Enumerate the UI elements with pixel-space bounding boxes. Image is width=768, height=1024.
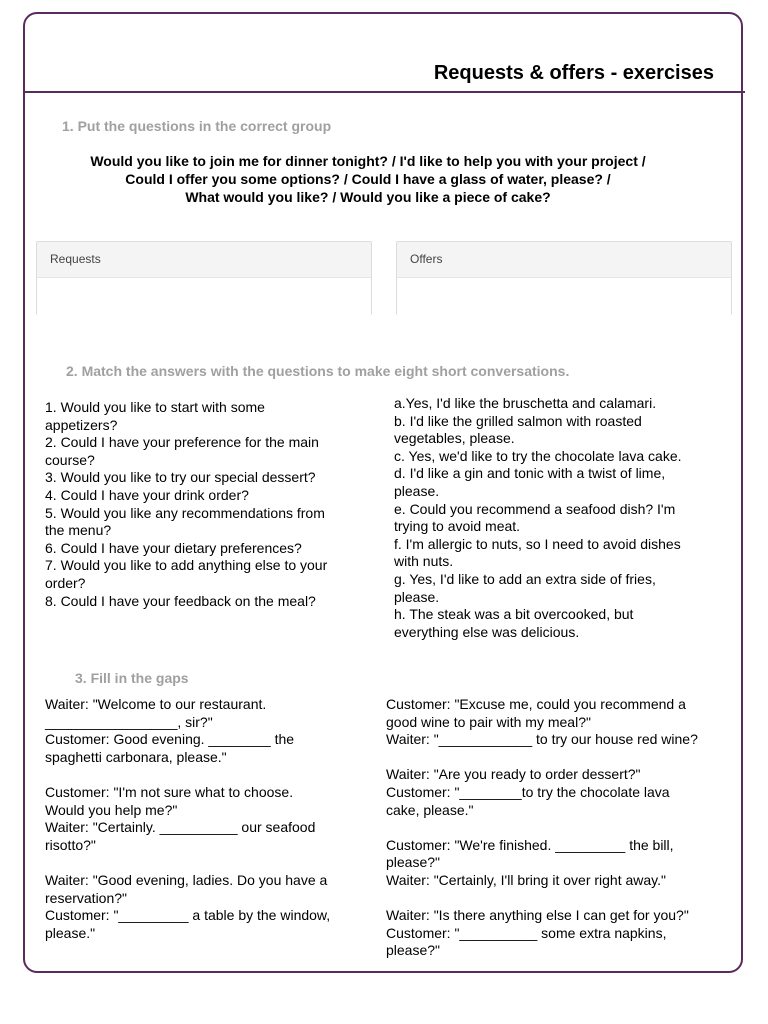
requests-box-header: Requests [37,242,371,278]
dialogue-line: Customer: "We're finished. _________ the bill, [386,836,674,853]
answer-line: b. I'd like the grilled salmon with roasted [394,412,642,429]
question-line: 5. Would you like any recommendations from [45,504,325,521]
dialogue-spacer [386,749,698,767]
dialogue-line: good wine to pair with my meal?" [386,713,591,730]
dialogue-line: reservation?" [45,889,128,906]
page-title: Requests & offers - exercises [433,62,714,84]
question-pool-line: Would you like to join me for dinner tonight? / I'd like to help you with your project / [90,153,646,169]
answer-line: g. Yes, I'd like to add an extra side of fries, [394,570,656,587]
dialogue-line: Waiter: "Certainly, I'll bring it over right away." [386,871,666,888]
dialogue-left-column [45,696,330,942]
answer-line: vegetables, please. [394,430,515,447]
answer-line: trying to avoid meat. [394,518,521,535]
dialogue-line: Waiter: "____________ to try our house red wine? [386,731,698,748]
offers-box[interactable] [396,241,732,315]
answer-line: c. Yes, we'd like to try the chocolate lava cake. [394,447,682,464]
dialogue-line: please?" [386,942,441,959]
dialogue-spacer [386,819,698,837]
dialogue-spacer [45,766,330,784]
title-divider [23,91,745,93]
dialogue-line: spaghetti carbonara, please." [45,748,227,765]
section-2-heading: 2. Match the answers with the questions to make eight short conversations. [66,363,570,379]
answer-line: a.Yes, I'd like the bruschetta and calamari. [394,395,657,411]
dialogue-line: Waiter: "Welcome to our restaurant. [45,696,267,712]
dialogue-line: cake, please." [386,801,474,818]
dialogue-line: _________________, sir?" [45,713,213,730]
question-pool [40,152,696,206]
question-line: 4. Could I have your drink order? [45,486,249,503]
question-line: appetizers? [45,416,118,433]
dialogue-line: please." [45,924,96,941]
answers-column [394,395,682,641]
question-line: 6. Could I have your dietary preferences? [45,539,302,556]
requests-box[interactable] [36,241,372,315]
section-3-heading: 3. Fill in the gaps [75,670,189,686]
answer-line: please. [394,482,440,499]
dialogue-line: Customer: "_________ a table by the window, [45,907,331,924]
dialogue-line: Waiter: "Are you ready to order dessert?" [386,766,641,783]
question-line: 2. Could I have your preference for the main [45,434,319,451]
dialogue-line: Would you help me?" [45,801,178,818]
dialogue-line: Waiter: "Good evening, ladies. Do you have a [45,871,328,888]
question-line: order? [45,574,86,591]
answer-line: e. Could you recommend a seafood dish? I'm [394,500,676,517]
question-line: 1. Would you like to start with some [45,399,265,415]
dialogue-spacer [45,854,330,872]
dialogue-line: Customer: Good evening. ________ the [45,731,295,748]
section-1-heading: 1. Put the questions in the correct group [62,118,332,134]
question-line: the menu? [45,522,112,539]
dialogue-line: Customer: "I'm not sure what to choose. [45,783,294,800]
dialogue-right-column [386,696,698,960]
question-line: 7. Would you like to add anything else to your [45,557,328,574]
question-line: course? [45,451,95,468]
dialogue-spacer [386,890,698,908]
answer-line: d. I'd like a gin and tonic with a twist of lime, [394,465,666,482]
dialogue-line: please?" [386,854,441,871]
dialogue-line: Customer: "Excuse me, could you recommend a [386,696,686,712]
answer-line: everything else was delicious. [394,623,580,640]
offers-box-header: Offers [397,242,731,278]
answer-line: with nuts. [394,553,454,570]
question-line: 8. Could I have your feedback on the meal? [45,592,316,609]
question-pool-line: What would you like? / Would you like a piece of cake? [185,189,551,205]
dialogue-line: Waiter: "Certainly. __________ our seafood [45,819,316,836]
dialogue-line: Customer: "________to try the chocolate lava [386,783,670,800]
answer-line: f. I'm allergic to nuts, so I need to avoid dishes [394,535,681,552]
questions-column [45,399,327,610]
dialogue-line: Waiter: "Is there anything else I can get for you?" [386,907,689,924]
dialogue-line: risotto?" [45,836,96,853]
question-line: 3. Would you like to try our special dessert? [45,469,316,486]
dialogue-line: Customer: "__________ some extra napkins, [386,924,667,941]
answer-line: please. [394,588,440,605]
answer-line: h. The steak was a bit overcooked, but [394,606,634,623]
question-pool-line: Could I offer you some options? / Could I have a glass of water, please? / [125,171,611,187]
